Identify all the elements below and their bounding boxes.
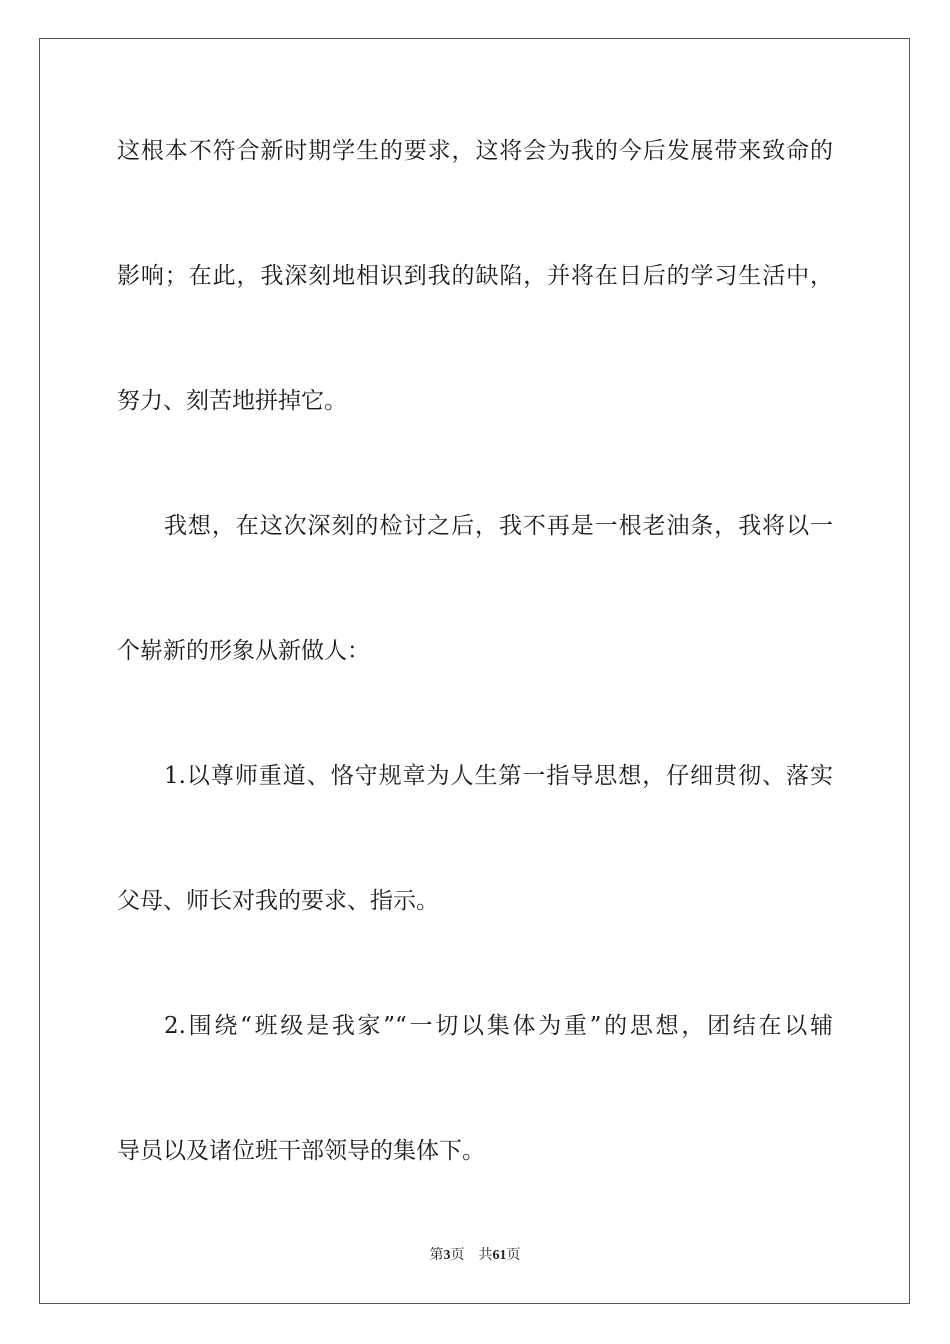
list-item-2-line-1: 2.围绕“班级是我家”“一切以集体为重”的思想，团结在以辅 <box>164 1013 833 1039</box>
list-item-2-line-2: 导员以及诸位班干部领导的集体下。 <box>117 1138 485 1164</box>
page-footer <box>0 1247 950 1265</box>
page-label: 第3页 <box>429 1248 465 1263</box>
total-pages-label: 共61页 <box>478 1248 521 1263</box>
body-line-1: 这根本不符合新时期学生的要求，这将会为我的今后发展带来致命的 <box>117 138 833 164</box>
body-line-5: 个崭新的形象从新做人： <box>117 638 370 664</box>
body-line-2: 影响；在此，我深刻地相识到我的缺陷，并将在日后的学习生活中， <box>117 263 833 289</box>
list-item-1-line-2: 父母、师长对我的要求、指示。 <box>117 888 439 914</box>
body-line-3: 努力、刻苦地拼掉它。 <box>117 388 347 414</box>
body-line-4: 我想，在这次深刻的检讨之后，我不再是一根老油条，我将以一 <box>164 513 833 539</box>
list-item-1-line-1: 1.以尊师重道、恪守规章为人生第一指导思想，仔细贯彻、落实 <box>164 763 833 789</box>
page-border <box>39 38 910 1304</box>
